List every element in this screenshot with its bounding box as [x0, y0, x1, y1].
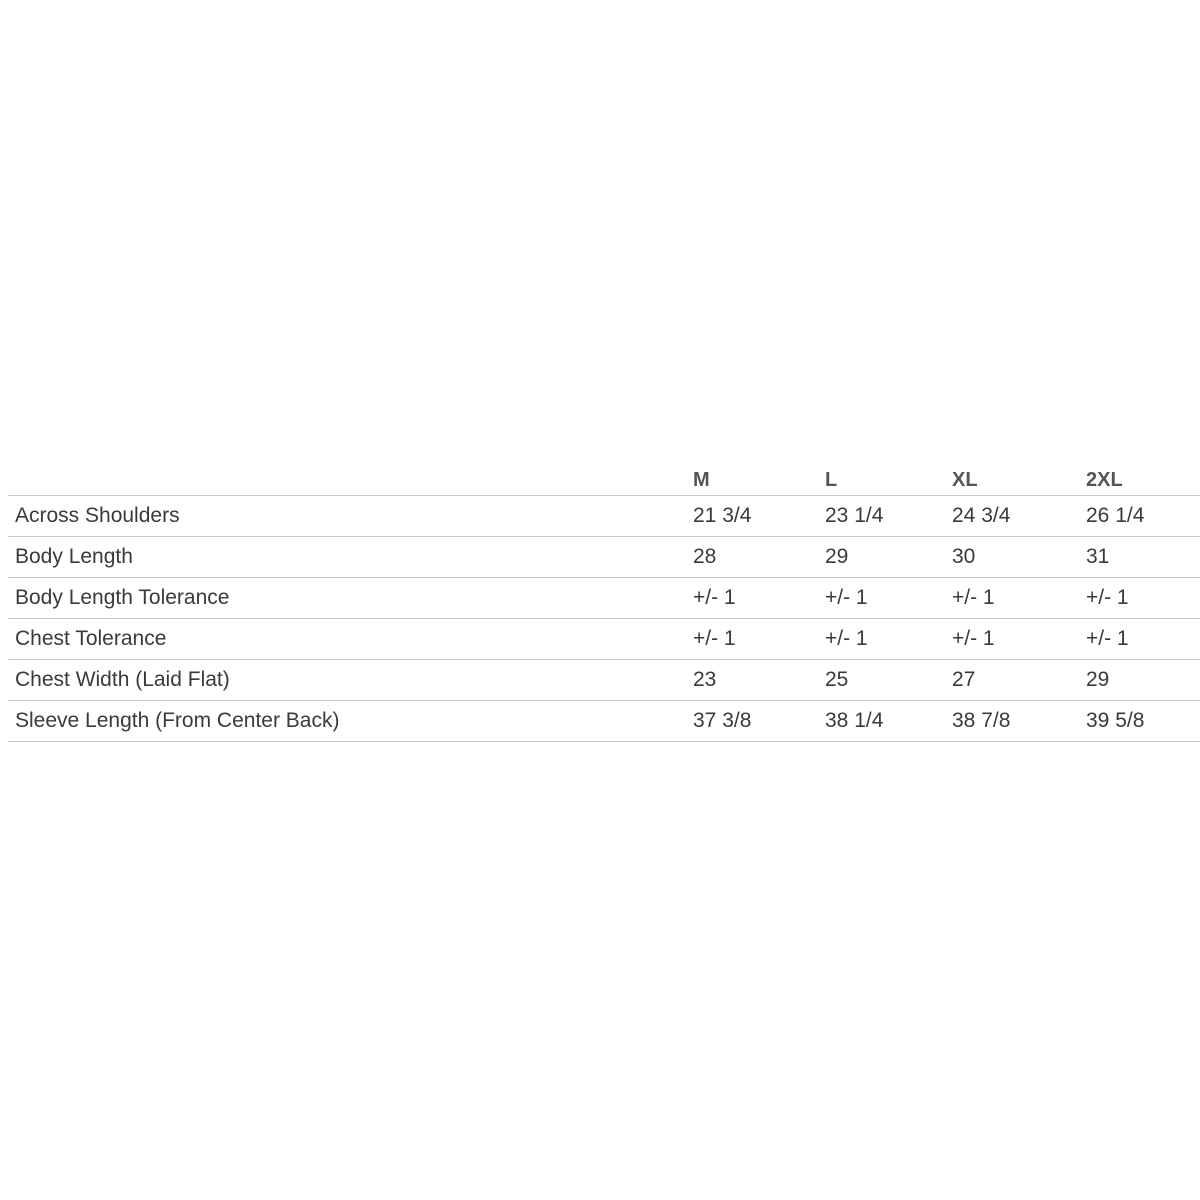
- cell-value: 25: [825, 668, 849, 691]
- cell-value: 21 3/4: [693, 504, 752, 527]
- cell-value: +/- 1: [952, 627, 995, 650]
- cell-value: +/- 1: [952, 586, 995, 609]
- cell-value: 38 7/8: [952, 709, 1011, 732]
- size-header-l: L: [825, 469, 838, 491]
- size-chart-table: [8, 458, 1200, 742]
- cell-value: 23 1/4: [825, 504, 884, 527]
- table-row: [8, 701, 1200, 742]
- cell-value: 24 3/4: [952, 504, 1011, 527]
- cell-value: +/- 1: [1086, 627, 1129, 650]
- table-row: [8, 537, 1200, 578]
- table-row: [8, 578, 1200, 619]
- cell-value: +/- 1: [1086, 586, 1129, 609]
- cell-value: 29: [825, 545, 849, 568]
- cell-value: 28: [693, 545, 717, 568]
- cell-value: +/- 1: [693, 627, 736, 650]
- size-header-xl: XL: [952, 469, 978, 491]
- cell-value: 38 1/4: [825, 709, 884, 732]
- row-label: Chest Width (Laid Flat): [15, 668, 230, 691]
- cell-value: 37 3/8: [693, 709, 752, 732]
- cell-value: +/- 1: [693, 586, 736, 609]
- row-label: Chest Tolerance: [15, 627, 167, 650]
- cell-value: +/- 1: [825, 627, 868, 650]
- cell-value: 31: [1086, 545, 1110, 568]
- row-label: Body Length Tolerance: [15, 586, 230, 609]
- size-header-2xl: 2XL: [1086, 469, 1123, 491]
- cell-value: 26 1/4: [1086, 504, 1145, 527]
- cell-value: 29: [1086, 668, 1110, 691]
- table-row: [8, 660, 1200, 701]
- row-label: Across Shoulders: [15, 504, 180, 527]
- cell-value: 23: [693, 668, 717, 691]
- size-header-m: M: [693, 469, 710, 491]
- row-label: Sleeve Length (From Center Back): [15, 709, 340, 732]
- cell-value: 27: [952, 668, 976, 691]
- size-header-row: [8, 458, 1200, 496]
- cell-value: +/- 1: [825, 586, 868, 609]
- cell-value: 39 5/8: [1086, 709, 1145, 732]
- table-row: [8, 619, 1200, 660]
- row-label: Body Length: [15, 545, 133, 568]
- table-row: [8, 496, 1200, 537]
- cell-value: 30: [952, 545, 976, 568]
